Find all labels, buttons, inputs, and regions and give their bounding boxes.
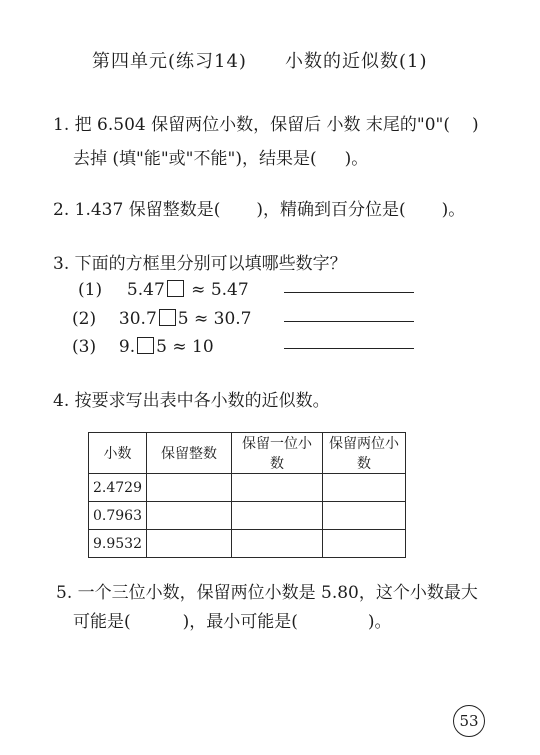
table-cell-answer[interactable]	[323, 474, 406, 502]
q5-line1: 5. 一个三位小数，保留两位小数是 5.80，这个小数最大	[56, 583, 478, 603]
q3-item-1-right: ≈ 5.47	[191, 280, 249, 300]
table-cell-answer[interactable]	[232, 474, 323, 502]
table-cell-answer[interactable]	[147, 474, 232, 502]
table-row	[89, 502, 406, 530]
blank-box[interactable]	[137, 337, 154, 354]
table-header-row	[89, 433, 406, 474]
blank-box[interactable]	[159, 309, 176, 326]
table-cell-answer[interactable]	[323, 502, 406, 530]
table-row	[89, 530, 406, 558]
lesson-title: 小数的近似数(1)	[285, 51, 428, 72]
q3-item-3-num: (3)	[72, 337, 97, 357]
q3-item-3-left: 9.	[118, 337, 136, 357]
q1-line2-end: )。	[344, 149, 369, 169]
table-header-decimal: 小数	[89, 433, 147, 474]
approximation-table	[88, 432, 406, 558]
q2-text: 2. 1.437 保留整数是(	[53, 200, 221, 220]
q3-answer-line-1[interactable]	[284, 292, 414, 293]
q5-line2c: )。	[367, 612, 392, 632]
q3-answer-line-3[interactable]	[284, 348, 414, 349]
q3-item-2-left: 30.7	[118, 309, 157, 329]
q1-line2	[73, 144, 368, 169]
table-cell-answer[interactable]	[147, 530, 232, 558]
q3-item-2-right: 5 ≈ 30.7	[177, 309, 252, 329]
table-cell-answer[interactable]	[232, 502, 323, 530]
q2-line	[53, 195, 465, 220]
blank-box[interactable]	[167, 280, 184, 297]
table-cell-answer[interactable]	[147, 502, 232, 530]
table-cell-answer[interactable]	[232, 530, 323, 558]
table-cell-answer[interactable]	[323, 530, 406, 558]
q5-line2b: )，最小可能是(	[182, 612, 298, 632]
page-number: 53	[453, 705, 485, 737]
q3-item-3-right: 5 ≈ 10	[156, 337, 214, 357]
q3-item-1	[78, 280, 249, 300]
table-cell-decimal: 9.9532	[89, 530, 147, 558]
q2-mid: )，精确到百分位是(	[256, 200, 406, 220]
q1-line1-end: )	[472, 115, 479, 135]
q3-item-1-num: (1)	[78, 280, 103, 300]
q1-line1	[53, 110, 479, 135]
q3-prompt: 3. 下面的方框里分别可以填哪些数字？	[53, 254, 347, 274]
unit-title: 第四单元(练习14)	[92, 51, 247, 72]
q3-item-1-left: 5.47	[126, 280, 165, 300]
table-header-one-place: 保留一位小数	[232, 433, 323, 474]
q1-line1-text: 1. 把 6.504 保留两位小数，保留后 小数 末尾的"0"(	[53, 115, 450, 135]
q3-item-2-num: (2)	[72, 309, 97, 329]
table-cell-decimal: 2.4729	[89, 474, 147, 502]
q3-answer-line-2[interactable]	[284, 321, 414, 322]
table-header-two-places: 保留两位小数	[323, 433, 406, 474]
q2-end: )。	[441, 200, 466, 220]
q5-line2	[73, 607, 392, 632]
q3-item-3	[72, 337, 214, 357]
table-header-integer: 保留整数	[147, 433, 232, 474]
table-cell-decimal: 0.7963	[89, 502, 147, 530]
q1-line2-text: 去掉 (填"能"或"不能")，结果是(	[73, 149, 317, 169]
table-row	[89, 474, 406, 502]
q5-line2a: 可能是(	[73, 612, 131, 632]
q3-item-2	[72, 309, 252, 329]
q4-prompt: 4. 按要求写出表中各小数的近似数。	[53, 391, 330, 411]
